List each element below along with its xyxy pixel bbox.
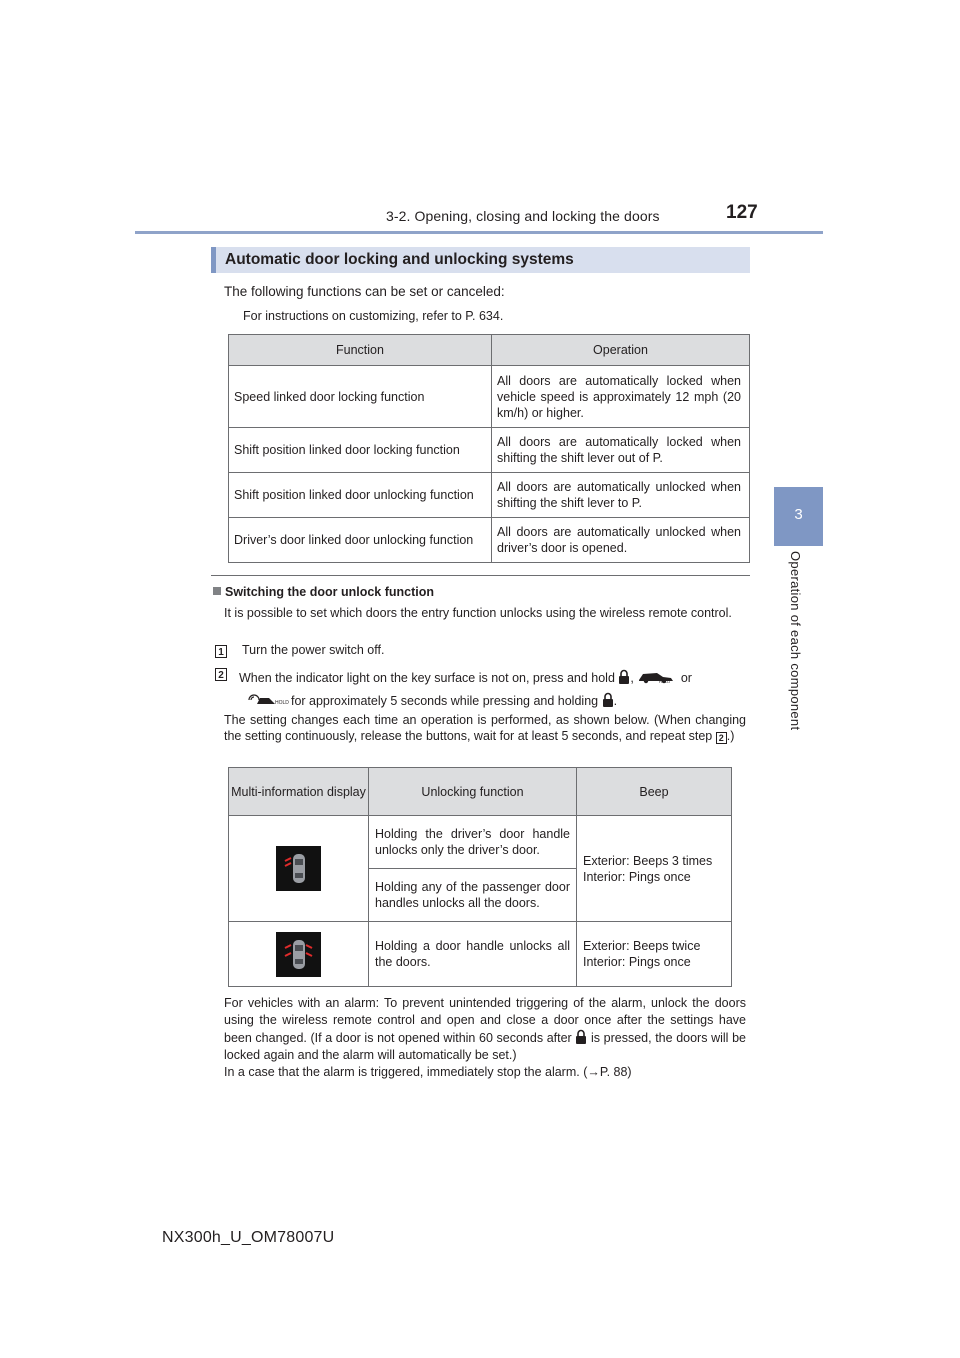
header-function: Function (229, 335, 492, 366)
table-row (229, 518, 750, 563)
setting-change-note (224, 712, 746, 744)
setting-note-end: .) (726, 729, 735, 743)
customize-reference: For instructions on customizing, refer to P. 634. (243, 309, 504, 323)
step-2-badge: 2 (215, 668, 227, 681)
operation-cell: All doors are automatically locked when shifting the shift lever out of P. (492, 428, 750, 473)
subsection-heading (213, 585, 434, 599)
step-1-text: Turn the power switch off. (242, 643, 385, 657)
chapter-label: Operation of each component (788, 551, 803, 731)
table-row (229, 366, 750, 428)
header-display: Multi-information display (229, 768, 369, 816)
operation-cell: All doors are automatically unlocked when shifting the shift lever to P. (492, 473, 750, 518)
chapter-section-title: 3-2. Opening, closing and locking the doors (386, 208, 660, 224)
function-cell: Driver’s door linked door unlocking function (229, 518, 492, 563)
operation-cell: All doors are automatically unlocked when driver’s door is opened. (492, 518, 750, 563)
intro-text: The following functions can be set or canceled: (224, 284, 505, 299)
table-header-row (229, 768, 732, 816)
step-2-part-b: for approximately 5 seconds while pressing and holding (290, 694, 599, 708)
chapter-tab[interactable]: 3 (774, 487, 823, 546)
step-1-badge: 1 (215, 645, 227, 658)
unlock-cell: Holding any of the passenger door handles unlocks all the doors. (369, 869, 577, 922)
driver-door-indicator-icon (276, 846, 321, 891)
operation-cell: All doors are automatically locked when vehicle speed is approximately 12 mph (20 km/h) or higher. (492, 366, 750, 428)
header-operation: Operation (492, 335, 750, 366)
beep-cell: Exterior: Beeps twice Interior: Pings once (577, 922, 732, 987)
chapter-label-container (774, 551, 823, 751)
table-row (229, 922, 732, 987)
table-row (229, 816, 732, 869)
display-cell (229, 922, 369, 987)
step-2-comma: , (630, 671, 634, 685)
table-row (229, 473, 750, 518)
unlock-cell: Holding the driver’s door handle unlocks only the driver’s door. (369, 816, 577, 869)
function-cell: Shift position linked door unlocking function (229, 473, 492, 518)
lock-icon (602, 692, 614, 708)
header-divider (135, 231, 823, 234)
header-beep: Beep (577, 768, 732, 816)
page-number: 127 (726, 202, 758, 223)
unlock-cell: Holding a door handle unlocks all the doors. (369, 922, 577, 987)
all-doors-indicator-icon (276, 932, 321, 977)
lock-icon (575, 1029, 587, 1045)
setting-note-text: The setting changes each time an operation is performed, as shown below. (When changing the setting continuously, release the buttons, wait for at least 5 seconds, and repeat step (224, 713, 746, 743)
step-2-end: . (613, 694, 618, 708)
svg-text:HOLD: HOLD (275, 700, 290, 706)
table-row (229, 428, 750, 473)
alarm-note (224, 995, 746, 1081)
step-2-ref-badge: 2 (716, 732, 727, 744)
section-divider (211, 575, 750, 576)
header-unlocking-function: Unlocking function (369, 768, 577, 816)
function-cell: Shift position linked door locking function (229, 428, 492, 473)
step-2-text (239, 667, 746, 713)
square-bullet-icon (213, 587, 221, 595)
alarm-stop-note: In a case that the alarm is triggered, immediately stop the alarm. (→P. 88) (224, 1065, 632, 1079)
power-back-door-hold-icon (637, 670, 677, 684)
alarm-note-part-b: is pressed, the doors will be locked again and the alarm will automatically be set.) (224, 1031, 746, 1062)
function-cell: Speed linked door locking function (229, 366, 492, 428)
switching-description: It is possible to set which doors the entry function unlocks using the wireless remote control. (224, 606, 732, 620)
unlock-settings-table (228, 767, 732, 987)
step-2-part-a: When the indicator light on the key surface is not on, press and hold (239, 671, 615, 685)
manual-code: NX300h_U_OM78007U (162, 1229, 335, 1246)
display-cell (229, 816, 369, 922)
lock-icon (618, 669, 630, 685)
svg-text:HOLD: HOLD (659, 679, 671, 684)
section-heading-bar (211, 247, 750, 273)
panic-hold-icon (247, 693, 290, 707)
alarm-note-part-a: For vehicles with an alarm: To prevent unintended triggering of the alarm, unlock the doors using the wireless remote control and open and close a door once after the settings have been changed. (If a door is not opened within 60 seconds after (224, 996, 746, 1045)
step-2-or: or (680, 671, 692, 685)
table-header-row (229, 335, 750, 366)
subsection-heading-text: Switching the door unlock function (225, 585, 435, 599)
functions-table (228, 334, 750, 563)
section-heading: Automatic door locking and unlocking systems (225, 251, 574, 268)
beep-cell: Exterior: Beeps 3 times Interior: Pings once (577, 816, 732, 922)
